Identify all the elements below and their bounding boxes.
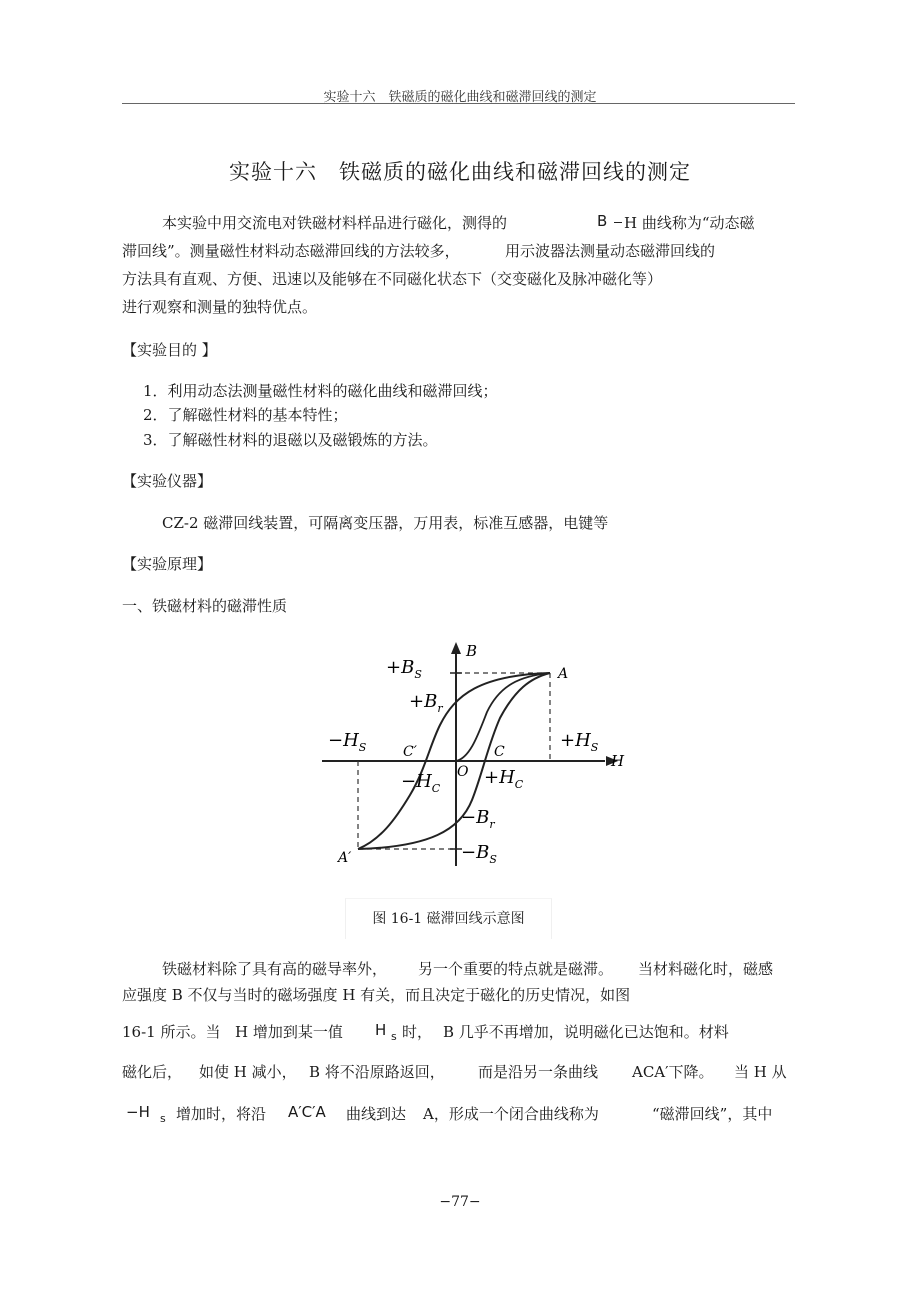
purpose-item-2: 2．了解磁性材料的基本特性； xyxy=(143,406,348,424)
label-origin: O xyxy=(457,764,469,780)
figure-caption: 图 16-1 磁滞回线示意图 xyxy=(345,898,552,939)
body-line-1a: 铁磁材料除了具有高的磁导率外， xyxy=(162,960,388,978)
body-line-3c: H xyxy=(375,1021,387,1039)
body-line-3d: s xyxy=(391,1030,397,1043)
label-h-axis: H xyxy=(611,752,625,770)
label-plus-br: $+B_r$ xyxy=(409,691,443,715)
intro-line-1c: H 曲线称为“动态磁 xyxy=(624,214,755,232)
body-line-4f: 当 H 从 xyxy=(734,1063,787,1081)
label-point-c-prime: C′ xyxy=(403,744,417,760)
label-point-a-prime: A′ xyxy=(338,850,352,866)
body-line-5f: A，形成一个闭合曲线称为 xyxy=(423,1105,599,1123)
label-point-a: A xyxy=(558,666,569,682)
purpose-item-3: 3．了解磁性材料的退磁以及磁锻炼的方法。 xyxy=(143,431,438,449)
page-title: 实验十六 铁磁质的磁化曲线和磁滞回线的测定 xyxy=(229,160,691,184)
intro-line-4: 进行观察和测量的独特优点。 xyxy=(122,298,318,316)
body-line-5e: 曲线到达 xyxy=(346,1105,407,1123)
body-line-3b: H 增加到某一值 xyxy=(235,1023,343,1041)
label-plus-hc: $+H_C$ xyxy=(484,767,524,791)
section-principle: 【实验原理】 xyxy=(122,555,213,573)
intro-line-2a: 滞回线”。测量磁性材料动态磁滞回线的方法较多， xyxy=(122,242,460,260)
b-axis-arrow xyxy=(451,642,461,654)
body-line-3e: 时， xyxy=(402,1023,433,1041)
body-line-3f: B 几乎不再增加，说明磁化已达饱和。材料 xyxy=(443,1023,729,1041)
instruments-text: CZ-2 磁滞回线装置，可隔离变压器，万用表，标准互感器，电键等 xyxy=(162,514,609,532)
label-minus-br: $-B_r$ xyxy=(461,807,495,831)
intro-line-1a: 本实验中用交流电对铁磁材料样品进行磁化，测得的 xyxy=(162,214,508,232)
label-minus-hc: $-H_C$ xyxy=(401,771,441,795)
intro-line-2b: 用示波器法测量动态磁滞回线的 xyxy=(505,242,716,260)
body-line-5d: A′C′A xyxy=(288,1103,326,1121)
body-line-1b: 另一个重要的特点就是磁滞。 xyxy=(418,960,614,978)
body-line-5a: −H xyxy=(126,1103,150,1121)
body-line-4a: 磁化后， xyxy=(122,1063,183,1081)
body-line-5c: 增加时，将沿 xyxy=(176,1105,267,1123)
section-purpose: 【实验目的 】 xyxy=(122,341,217,359)
running-header: 实验十六 铁磁质的磁化曲线和磁滞回线的测定 xyxy=(323,90,597,105)
purpose-item-1: 1．利用动态法测量磁性材料的磁化曲线和磁滞回线； xyxy=(143,382,498,400)
header-rule xyxy=(122,103,795,104)
label-plus-hs: $+H_S$ xyxy=(560,730,599,754)
body-line-1c: 当材料磁化时，磁感 xyxy=(638,960,774,978)
intro-line-3: 方法具有直观、方便、迅速以及能够在不同磁化状态下（交变磁化及脉冲磁化等） xyxy=(122,270,663,288)
label-minus-bs: $-B_S$ xyxy=(461,842,497,866)
body-line-3a: 16-1 所示。当 xyxy=(122,1023,221,1041)
body-line-4d: 而是沿另一条曲线 xyxy=(478,1063,599,1081)
body-line-4e: ACA′下降。 xyxy=(632,1063,714,1081)
label-plus-bs: $+B_S$ xyxy=(386,657,422,681)
page-number: −77− xyxy=(439,1194,481,1210)
body-line-5g: “磁滞回线”，其中 xyxy=(652,1105,773,1123)
intro-dash xyxy=(614,222,622,223)
body-line-4c: B 将不沿原路返回， xyxy=(309,1063,445,1081)
intro-line-1b: B xyxy=(597,212,608,230)
label-point-c: C xyxy=(494,744,505,760)
section-instruments: 【实验仪器】 xyxy=(122,472,213,490)
label-minus-hs: $-H_S$ xyxy=(328,730,367,754)
subsection-magnetic-hysteresis: 一、铁磁材料的磁滞性质 xyxy=(122,597,288,615)
body-line-4b: 如使 H 减小， xyxy=(199,1063,297,1081)
label-b-axis: B xyxy=(466,642,478,660)
body-line-5b: s xyxy=(160,1112,166,1125)
hysteresis-figure xyxy=(310,636,630,876)
body-line-2: 应强度 B 不仅与当时的磁场强度 H 有关，而且决定于磁化的历史情况，如图 xyxy=(122,986,631,1004)
